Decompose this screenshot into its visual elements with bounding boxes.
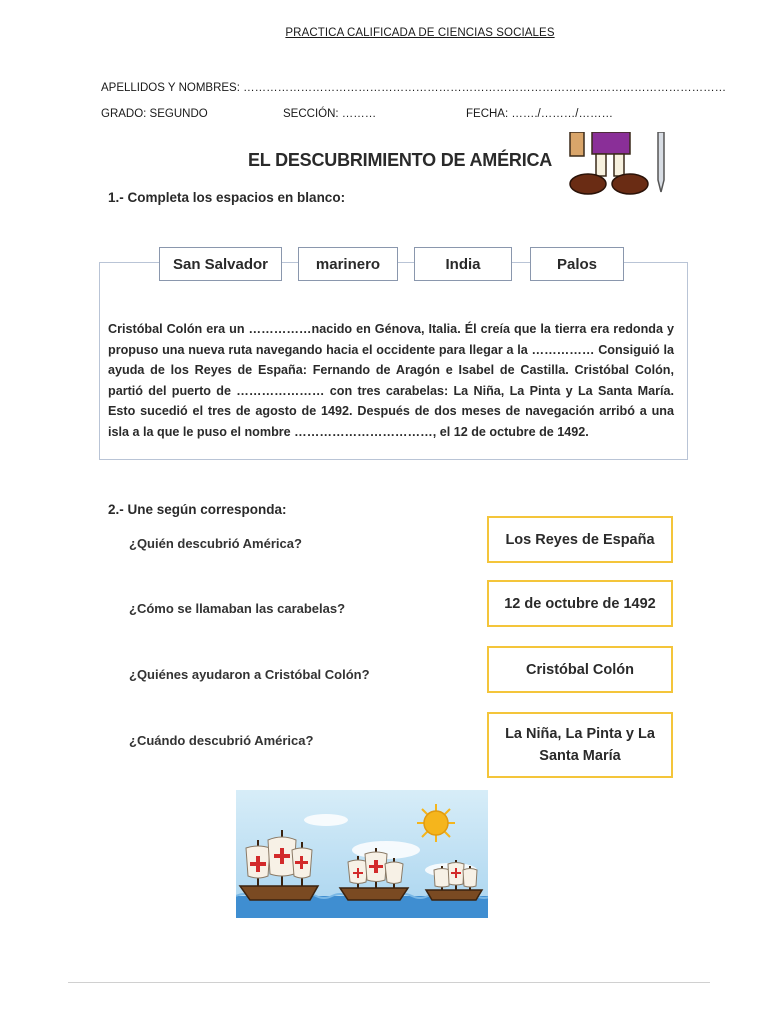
names-field: APELLIDOS Y NOMBRES: ……………………………………………………………………………………………………………… [101, 82, 727, 94]
word-bank-item: Palos [530, 247, 624, 281]
question-item: ¿Cuándo descubrió América? [129, 733, 314, 748]
sun-icon [417, 804, 455, 842]
main-title: EL DESCUBRIMIENTO DE AMÉRICA [248, 150, 553, 170]
worksheet-title: PRACTICA CALIFICADA DE CIENCIAS SOCIALES [285, 27, 555, 39]
word-bank-item: San Salvador [159, 247, 282, 281]
question-item: ¿Quién descubrió América? [129, 536, 302, 551]
question-item: ¿Quiénes ayudaron a Cristóbal Colón? [129, 667, 370, 682]
answer-box: 12 de octubre de 1492 [487, 580, 673, 627]
columbus-cartoon-icon [560, 132, 680, 198]
word-bank-item: India [414, 247, 512, 281]
footer-divider [68, 982, 710, 983]
question-item: ¿Cómo se llamaban las carabelas? [129, 601, 346, 616]
answer-box: Cristóbal Colón [487, 646, 673, 693]
word-bank-item: marinero [298, 247, 398, 281]
three-caravels-illustration [236, 790, 488, 918]
section-field: SECCIÓN: ……… [283, 108, 377, 120]
exercise-2-heading: 2.- Une según corresponda: [108, 502, 287, 517]
answer-box: Los Reyes de España [487, 516, 673, 563]
fill-in-paragraph: Cristóbal Colón era un ……………nacido en Génova, Italia. Él creía que la tierra era redonda y propuso una nueva ruta navegando hacia el occidente para llegar a la …………… Consiguió la ayuda de los Reyes de España: Fernando de Aragón e Isabel de Castilla. Cristóbal Colón, partió del puerto de ………………… con tres carabelas: La Niña, La Pinta y La Santa María. Esto sucedió el tres de agosto de 1492. Después de dos meses de navegación arribó a una isla a la que le puso el nombre ……………………………, el 12 de octubre de 1492. [108, 322, 674, 439]
date-field: FECHA: ……./………/……… [466, 108, 613, 120]
grade-field: GRADO: SEGUNDO [101, 108, 208, 120]
answer-box: La Niña, La Pinta y La Santa María [487, 712, 673, 778]
exercise-1-heading: 1.- Completa los espacios en blanco: [108, 190, 346, 205]
